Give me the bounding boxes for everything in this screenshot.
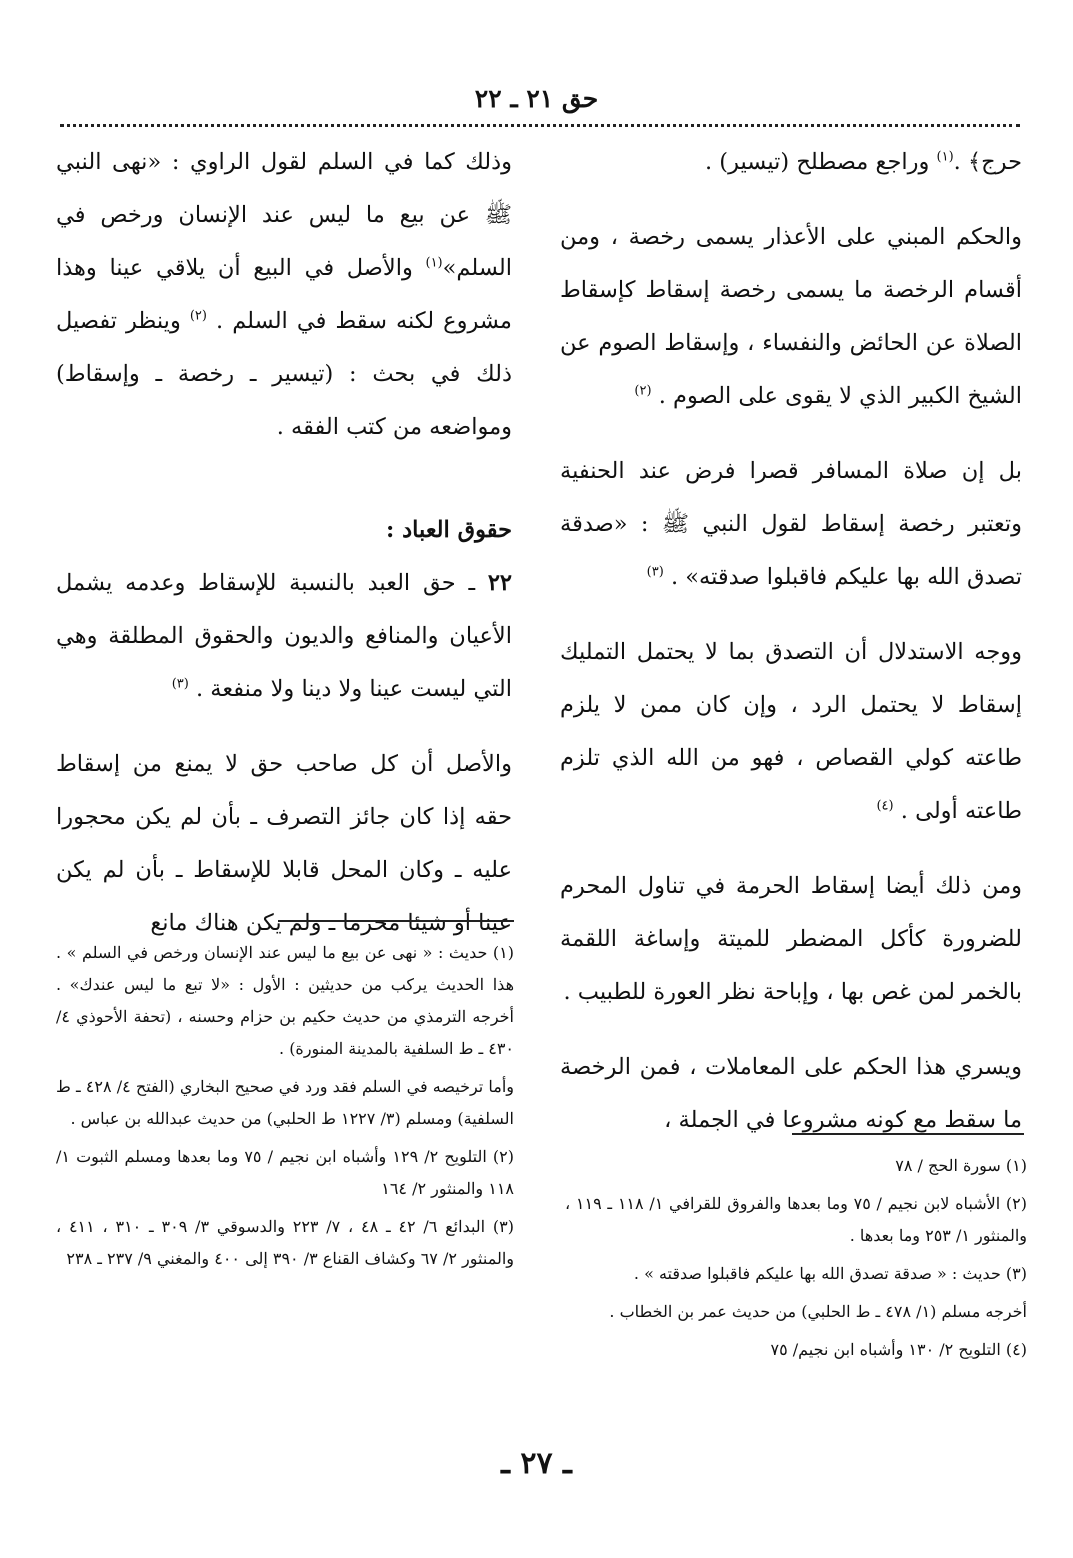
footnote-ref: (٣) [646,564,664,580]
text-run: ـ حق العبد بالنسبة للإسقاط وعدمه يشمل الأعيان والمنافع والديون والحقوق المطلقة وهي التي ليست عينا ولا دينا ولا منفعة . [56,570,512,702]
right-column [560,136,1022,1169]
text-run: حرج﴾ . [953,149,1022,175]
footnote-ref: (١) [936,149,954,165]
footnote-ref: (٣) [171,676,189,692]
footnote: (٢) التلويح ٢/ ١٢٩ وأشباه ابن نجيم / ٧٥ وما بعدها ومسلم الثبوت ١/ ١١٨ والمنثور ٢/ ١٦٤ [56,1147,514,1198]
left-column [56,136,512,972]
paragraph [560,211,1022,423]
paragraph [56,557,512,716]
footnote: (١) حديث : « نهى عن بيع ما ليس عند الإنسان ورخص في السلم » . هذا الحديث يركب من حديثين : الأول : «لا تبع ما ليس عندك» . أخرجه الترمذي من حديث حكيم بن حزام وحسنه ، (تحفة الأحوذي ٤/ ٤٣٠ ـ ط السلفية بالمدينة المنورة) . [56,943,515,1058]
page-number: ـ ٢٧ ـ [501,1446,572,1481]
section-number: ٢٢ [487,570,512,596]
paragraph [560,626,1022,838]
text-run: وراجع مصطلح (تيسير) . [705,149,937,175]
paragraph: ويسري هذا الحكم على المعاملات ، فمن الرخصة ما سقط مع كونه مشروعا في الجملة ، [560,1054,1022,1133]
paragraph [560,136,1022,189]
footnote: (١) سورة الحج / ٧٨ [895,1156,1027,1175]
footnotes-left [56,937,514,1281]
footnote-ref: (٢) [189,308,207,324]
footnote-ref: (١) [425,255,443,271]
paragraph: والأصل أن كل صاحب حق لا يمنع من إسقاط حقه إذا كان جائز التصرف ـ بأن لم يكن محجورا عليه ـ وكان المحل قابلا للإسقاط ـ بأن لم يكن عينا أو شيئا محرما ـ ولم يكن هناك مانع [56,751,512,936]
text-run: والأصل في البيع أن يلاقي عينا وهذا مشروع لكنه سقط في السلم . [56,255,512,334]
footnote: (٤) التلويح ٢/ ١٣٠ وأشباه ابن نجيم/ ٧٥ [770,1340,1027,1359]
text-run: والحكم المبني على الأعذار يسمى رخصة ، ومن أقسام الرخصة ما يسمى رخصة إسقاط كإسقاط الصلاة عن الحائض والنفساء ، وإسقاط الصوم عن الشيخ الكبير الذي لا يقوى على الصوم . [560,224,1022,409]
text-run: بل إن صلاة المسافر قصرا فرض عند الحنفية وتعتبر رخصة إسقاط لقول النبي ﷺ : «صدقة تصدق الله بها عليكم فاقبلوا صدقته» . [560,458,1022,590]
footnote-ref: (٤) [876,798,894,814]
paragraph: ومن ذلك أيضا إسقاط الحرمة في تناول المحرم للضرورة كأكل المضطر للميتة وإساغة اللقمة بالخمر لمن غص بها ، وإباحة نظر العورة للطبيب . [560,873,1022,1005]
footnote-rule [792,1133,1024,1135]
text-run: وينظر تفصيل ذلك في بحث : (تيسير ـ رخصة ـ وإسقاط) ومواضعه من كتب الفقه . [56,308,512,440]
running-header: حق ٢١ ـ ٢٢ [474,84,599,113]
footnote: وأما ترخيصه في السلم فقد ورد في صحيح البخاري (الفتح ٤/ ٤٢٨ ـ ط السلفية) ومسلم (٣/ ١٢٢٧ ط الحلبي) من حديث عبدالله بن عباس . [56,1077,515,1128]
footnote: (٣) حديث : « صدقة تصدق الله بها عليكم فاقبلوا صدقته » . [633,1264,1027,1283]
text-run: ووجه الاستدلال أن التصدق بما لا يحتمل التمليك إسقاط لا يحتمل الرد ، وإن كان ممن لا يلزم طاعته كولي القصاص ، فهو من الله الذي تلزم طاعته أولى . [560,639,1022,824]
footnotes-right [565,1150,1027,1372]
footnote-ref: (٢) [634,383,652,399]
paragraph [56,136,512,454]
header-dotted-rule [60,124,1020,127]
footnote: أخرجه مسلم (١/ ٤٧٨ ـ ط الحلبي) من حديث عمر بن الخطاب . [609,1302,1027,1321]
footnote-rule [278,920,514,922]
paragraph [560,445,1022,604]
footnote: (٢) الأشباه لابن نجيم / ٧٥ وما بعدها والفروق للقرافي ١/ ١١٨ ـ ١١٩ ، والمنثور ١/ ٢٥٣ وما بعدها . [565,1194,1028,1245]
section-heading: حقوق العباد : [386,517,512,543]
text-run: وذلك كما في السلم لقول الراوي : «نهى النبي ﷺ عن بيع ما ليس عند الإنسان ورخص في السلم» [56,149,512,281]
footnote: (٣) البدائع ٦/ ٤٢ ـ ٤٨ ، ٧/ ٢٢٣ والدسوقي ٣/ ٣٠٩ ـ ٣١٠ ، ٤١١ ، والمنثور ٢/ ٦٧ وكشاف القناع ٣/ ٣٩٠ إلى ٤٠٠ والمغني ٩/ ٢٣٧ ـ ٢٣٨ [56,1217,514,1268]
